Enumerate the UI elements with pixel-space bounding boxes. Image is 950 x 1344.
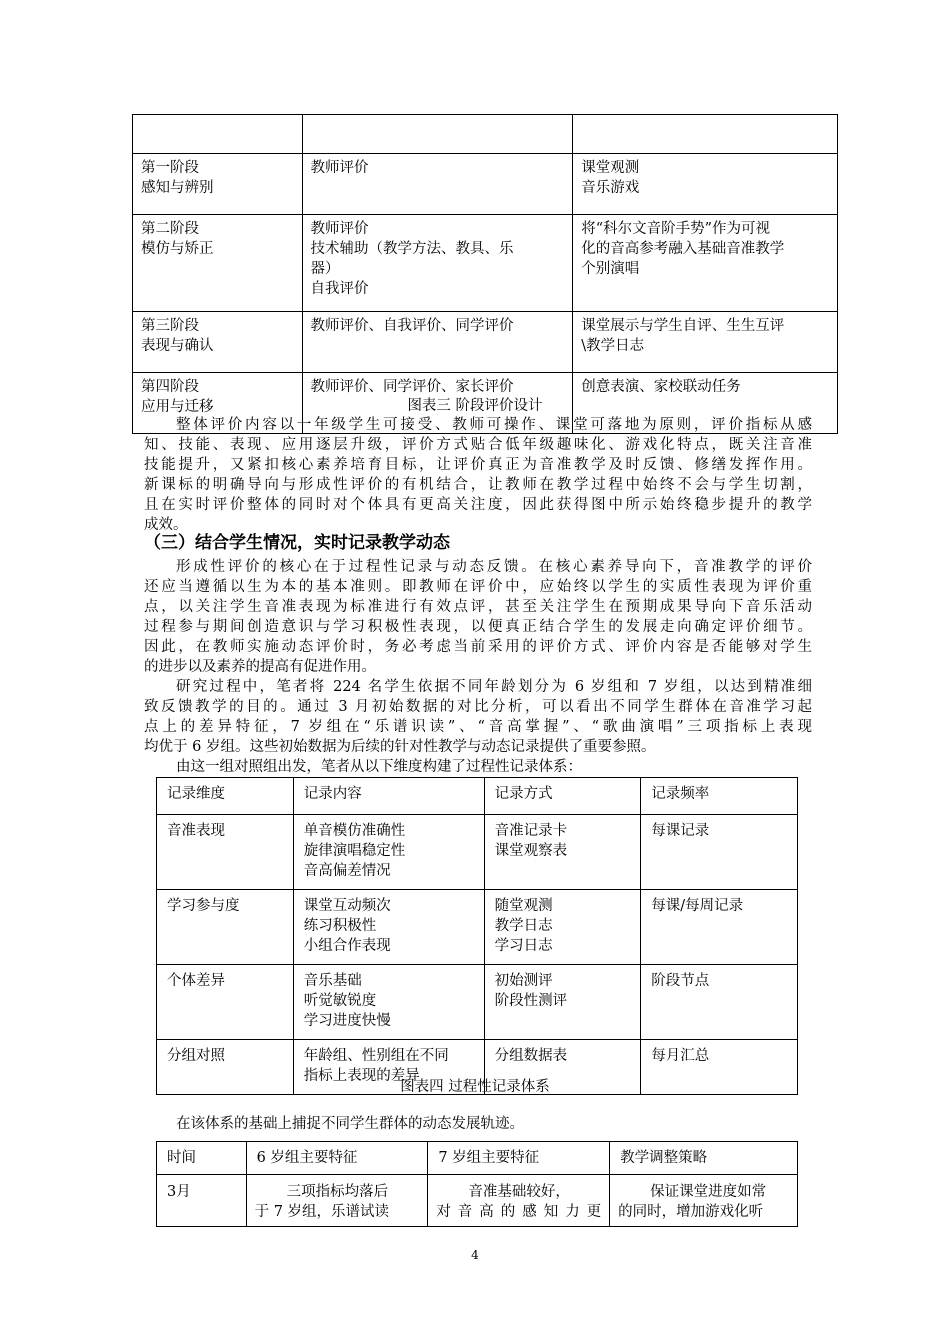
- text-line: 致反馈教学的目的。通过 3 月初始数据的对比分析，可以看出不同学生群体在音准学习起: [144, 699, 812, 715]
- group7-feature-cell: [428, 1175, 610, 1227]
- cell-line: 课堂观测: [581, 160, 640, 176]
- text-line: 技能提升，又紧扣核心素养培育目标，让评价真正为音准教学及时反馈、修缮发挥作用。: [144, 457, 812, 473]
- text-line: 还应当遵循以生为本的基本准则。即教师在评价中，应始终以学生的实质性表现为评价重: [144, 579, 812, 595]
- text-line: 形成性评价的核心在于过程性记录与动态反馈。在核心素养导向下，音准教学的评价: [176, 559, 812, 575]
- process-record-table: [156, 777, 798, 1095]
- cell-line: 教师评价: [310, 160, 369, 176]
- header-cell: 时间: [157, 1142, 247, 1175]
- section-heading: （三）结合学生情况，实时记录教学动态: [144, 533, 450, 553]
- evaluator-cell: [302, 115, 573, 154]
- evaluator-cell: [302, 312, 573, 373]
- table-caption-process-record: 图表四 过程性记录体系: [400, 1079, 550, 1095]
- table-row: [133, 154, 838, 215]
- text-line: 在该体系的基础上捕捉不同学生群体的动态发展轨迹。: [176, 1116, 524, 1132]
- cell-line: 将“科尔文音阶手势”作为可视: [581, 221, 771, 237]
- table-header-row: [157, 778, 798, 815]
- frequency-cell: [641, 815, 798, 890]
- cell-line: 第四阶段: [141, 379, 199, 395]
- dimension-cell: [157, 815, 294, 890]
- cell-line: 每课记录: [651, 823, 710, 839]
- cell-line: 听觉敏锐度: [303, 993, 377, 1009]
- stage-cell: [133, 154, 303, 215]
- cell-line: 的同时，增加游戏化听: [618, 1204, 764, 1220]
- cell-line: 保证课堂进度如常: [650, 1184, 767, 1200]
- cell-line: 学习参与度: [167, 898, 240, 914]
- stage-cell: [133, 215, 303, 312]
- group-features-table: [156, 1141, 798, 1227]
- cell-line: 应用与迁移: [141, 399, 214, 415]
- cell-line: 三项指标均落后: [286, 1184, 389, 1200]
- cell-line: \教学日志: [581, 338, 645, 354]
- cell-line: 课堂观察表: [494, 843, 568, 859]
- cell-line: 分组数据表: [494, 1048, 568, 1064]
- cell-line: 感知与辨别: [141, 180, 214, 196]
- group6-feature-cell: [246, 1175, 428, 1227]
- cell-line: 阶段节点: [651, 973, 710, 989]
- cell-line: 每课/每周记录: [651, 898, 744, 914]
- cell-line: 创意表演、家校联动任务: [581, 379, 741, 395]
- cell-line: 单音模仿准确性: [303, 823, 406, 839]
- method-cell: [573, 115, 838, 154]
- cell-line: 学习日志: [494, 938, 553, 954]
- cell-line: 音准基础较好，: [468, 1184, 570, 1200]
- method-cell: [573, 215, 838, 312]
- table-header-row: [157, 1142, 798, 1175]
- stage-cell: [133, 312, 303, 373]
- text-line: 因此，在教师实施动态评价时，务必考虑当前采用的评价方式、评价内容是否能够对学生: [144, 639, 812, 655]
- paragraph-dimension-intro: [144, 757, 812, 777]
- cell-line: 个体差异: [167, 973, 225, 989]
- text-line: 均优于 6 岁组。这些初始数据为后续的针对性教学与动态记录提供了重要参照。: [144, 739, 656, 755]
- cell-line: 音乐游戏: [581, 180, 640, 196]
- cell-line: 音乐基础: [303, 973, 362, 989]
- cell-line: 个别演唱: [581, 261, 640, 277]
- strategy-cell: [610, 1175, 798, 1227]
- text-line: 点，以关注学生音准表现为标准进行有效点评，甚至关注学生在预期成果导向下音乐活动: [144, 599, 812, 615]
- text-line: 研究过程中，笔者将 224 名学生依据不同年龄划分为 6 岁组和 7 岁组，以达到精准细: [176, 679, 812, 695]
- text-line: 整体评价内容以一年级学生可接受、教师可操作、课堂可落地为原则，评价指标从感: [176, 417, 812, 433]
- method-cell: [573, 154, 838, 215]
- method-cell: [484, 965, 641, 1040]
- text-line: 点上的差异特征，7 岁组在“乐谱识读”、“音高掌握”、“歌曲演唱”三项指标上表现: [144, 719, 812, 735]
- cell-line: 自我评价: [310, 281, 369, 297]
- cell-line: 旋律演唱稳定性: [303, 843, 406, 859]
- table-row: [133, 215, 838, 312]
- dimension-cell: [157, 965, 294, 1040]
- page-number: 4: [471, 1248, 479, 1262]
- evaluator-cell: [302, 154, 573, 215]
- cell-line: 学习进度快慢: [303, 1013, 391, 1029]
- table-row: [157, 890, 798, 965]
- cell-line: 指标上表现的差异: [303, 1068, 420, 1084]
- header-cell: 6 岁组主要特征: [246, 1142, 428, 1175]
- text-line: 过程参与期间创造意识与学习积极性表现，以便真正结合学生的发展走向确定评价细节。: [144, 619, 812, 635]
- cell-line: 教学日志: [494, 918, 553, 934]
- text-line: 知、技能、表现、应用逐层升级，评价方式贴合低年级趣味化、游戏化特点，既关注音准: [144, 437, 812, 453]
- header-cell: 记录内容: [293, 778, 484, 815]
- header-cell: 7 岁组主要特征: [428, 1142, 610, 1175]
- evaluator-cell: [302, 215, 573, 312]
- cell-line: 3月: [167, 1184, 191, 1200]
- text-line: 且在实时评价整体的同时对个体具有更高关注度，因此获得图中所示始终稳步提升的教学: [144, 497, 812, 513]
- dimension-cell: [157, 890, 294, 965]
- cell-line: 教师评价、自我评价、同学评价: [310, 318, 514, 334]
- cell-line: 随堂观测: [494, 898, 553, 914]
- text-line: 成效。: [144, 517, 188, 533]
- text-line: 新课标的明确导向与形成性评价的有机结合，让教师在教学过程中始终不会与学生切割，: [144, 477, 812, 493]
- paragraph-research-process: [144, 677, 812, 757]
- frequency-cell: [641, 965, 798, 1040]
- table-row: [133, 115, 838, 154]
- cell-line: 练习积极性: [303, 918, 377, 934]
- table-caption-stage-evaluation: 图表三 阶段评价设计: [407, 398, 543, 414]
- cell-line: 音准表现: [167, 823, 225, 839]
- stage-evaluation-table: [132, 114, 838, 434]
- table-row: [157, 965, 798, 1040]
- cell-line: 教师评价: [310, 221, 369, 237]
- paragraph-overall-evaluation: [144, 415, 812, 535]
- cell-line: 模仿与矫正: [141, 241, 214, 257]
- cell-line: 第一阶段: [141, 160, 199, 176]
- cell-line: 小组合作表现: [303, 938, 391, 954]
- cell-line: 第三阶段: [141, 318, 199, 334]
- header-cell: 记录频率: [641, 778, 798, 815]
- time-cell: [157, 1175, 247, 1227]
- content-cell: [293, 965, 484, 1040]
- table-row: [157, 815, 798, 890]
- cell-line: 音高偏差情况: [303, 863, 391, 879]
- cell-line: 初始测评: [494, 973, 553, 989]
- text-line: 的进步以及素养的提高有促进作用。: [144, 659, 376, 675]
- cell-line: 课堂互动频次: [303, 898, 391, 914]
- header-cell: 记录方式: [484, 778, 641, 815]
- frequency-cell: [641, 890, 798, 965]
- method-cell: [484, 815, 641, 890]
- cell-line: 对 音 高 的 感 知 力 更: [436, 1204, 602, 1220]
- method-cell: [573, 312, 838, 373]
- cell-line: 化的音高参考融入基础音准教学: [581, 241, 785, 257]
- cell-line: 教师评价、同学评价、家长评价: [310, 379, 514, 395]
- text-line: 由这一组对照组出发，笔者从以下维度构建了过程性记录体系：: [176, 759, 582, 775]
- cell-line: 于 7 岁组，乐谱试读: [254, 1204, 390, 1220]
- method-cell: [484, 890, 641, 965]
- paragraph-dynamic-tracking: [144, 1114, 812, 1134]
- header-cell: 记录维度: [157, 778, 294, 815]
- cell-line: 课堂展示与学生自评、生生互评: [581, 318, 785, 334]
- header-cell: 教学调整策略: [610, 1142, 798, 1175]
- cell-line: 技术辅助（教学方法、教具、乐: [310, 241, 514, 257]
- content-cell: [293, 815, 484, 890]
- table-row: [157, 1175, 798, 1227]
- content-cell: [293, 890, 484, 965]
- cell-line: 分组对照: [167, 1048, 225, 1064]
- table-row: [133, 312, 838, 373]
- cell-line: 第二阶段: [141, 221, 199, 237]
- cell-line: 年龄组、性别组在不同: [303, 1048, 449, 1064]
- cell-line: 器）: [310, 261, 340, 277]
- cell-line: 表现与确认: [141, 338, 214, 354]
- paragraph-formative-evaluation: [144, 557, 812, 677]
- cell-line: 每月汇总: [651, 1048, 710, 1064]
- cell-line: 阶段性测评: [494, 993, 568, 1009]
- stage-cell: [133, 115, 303, 154]
- cell-line: 音准记录卡: [494, 823, 568, 839]
